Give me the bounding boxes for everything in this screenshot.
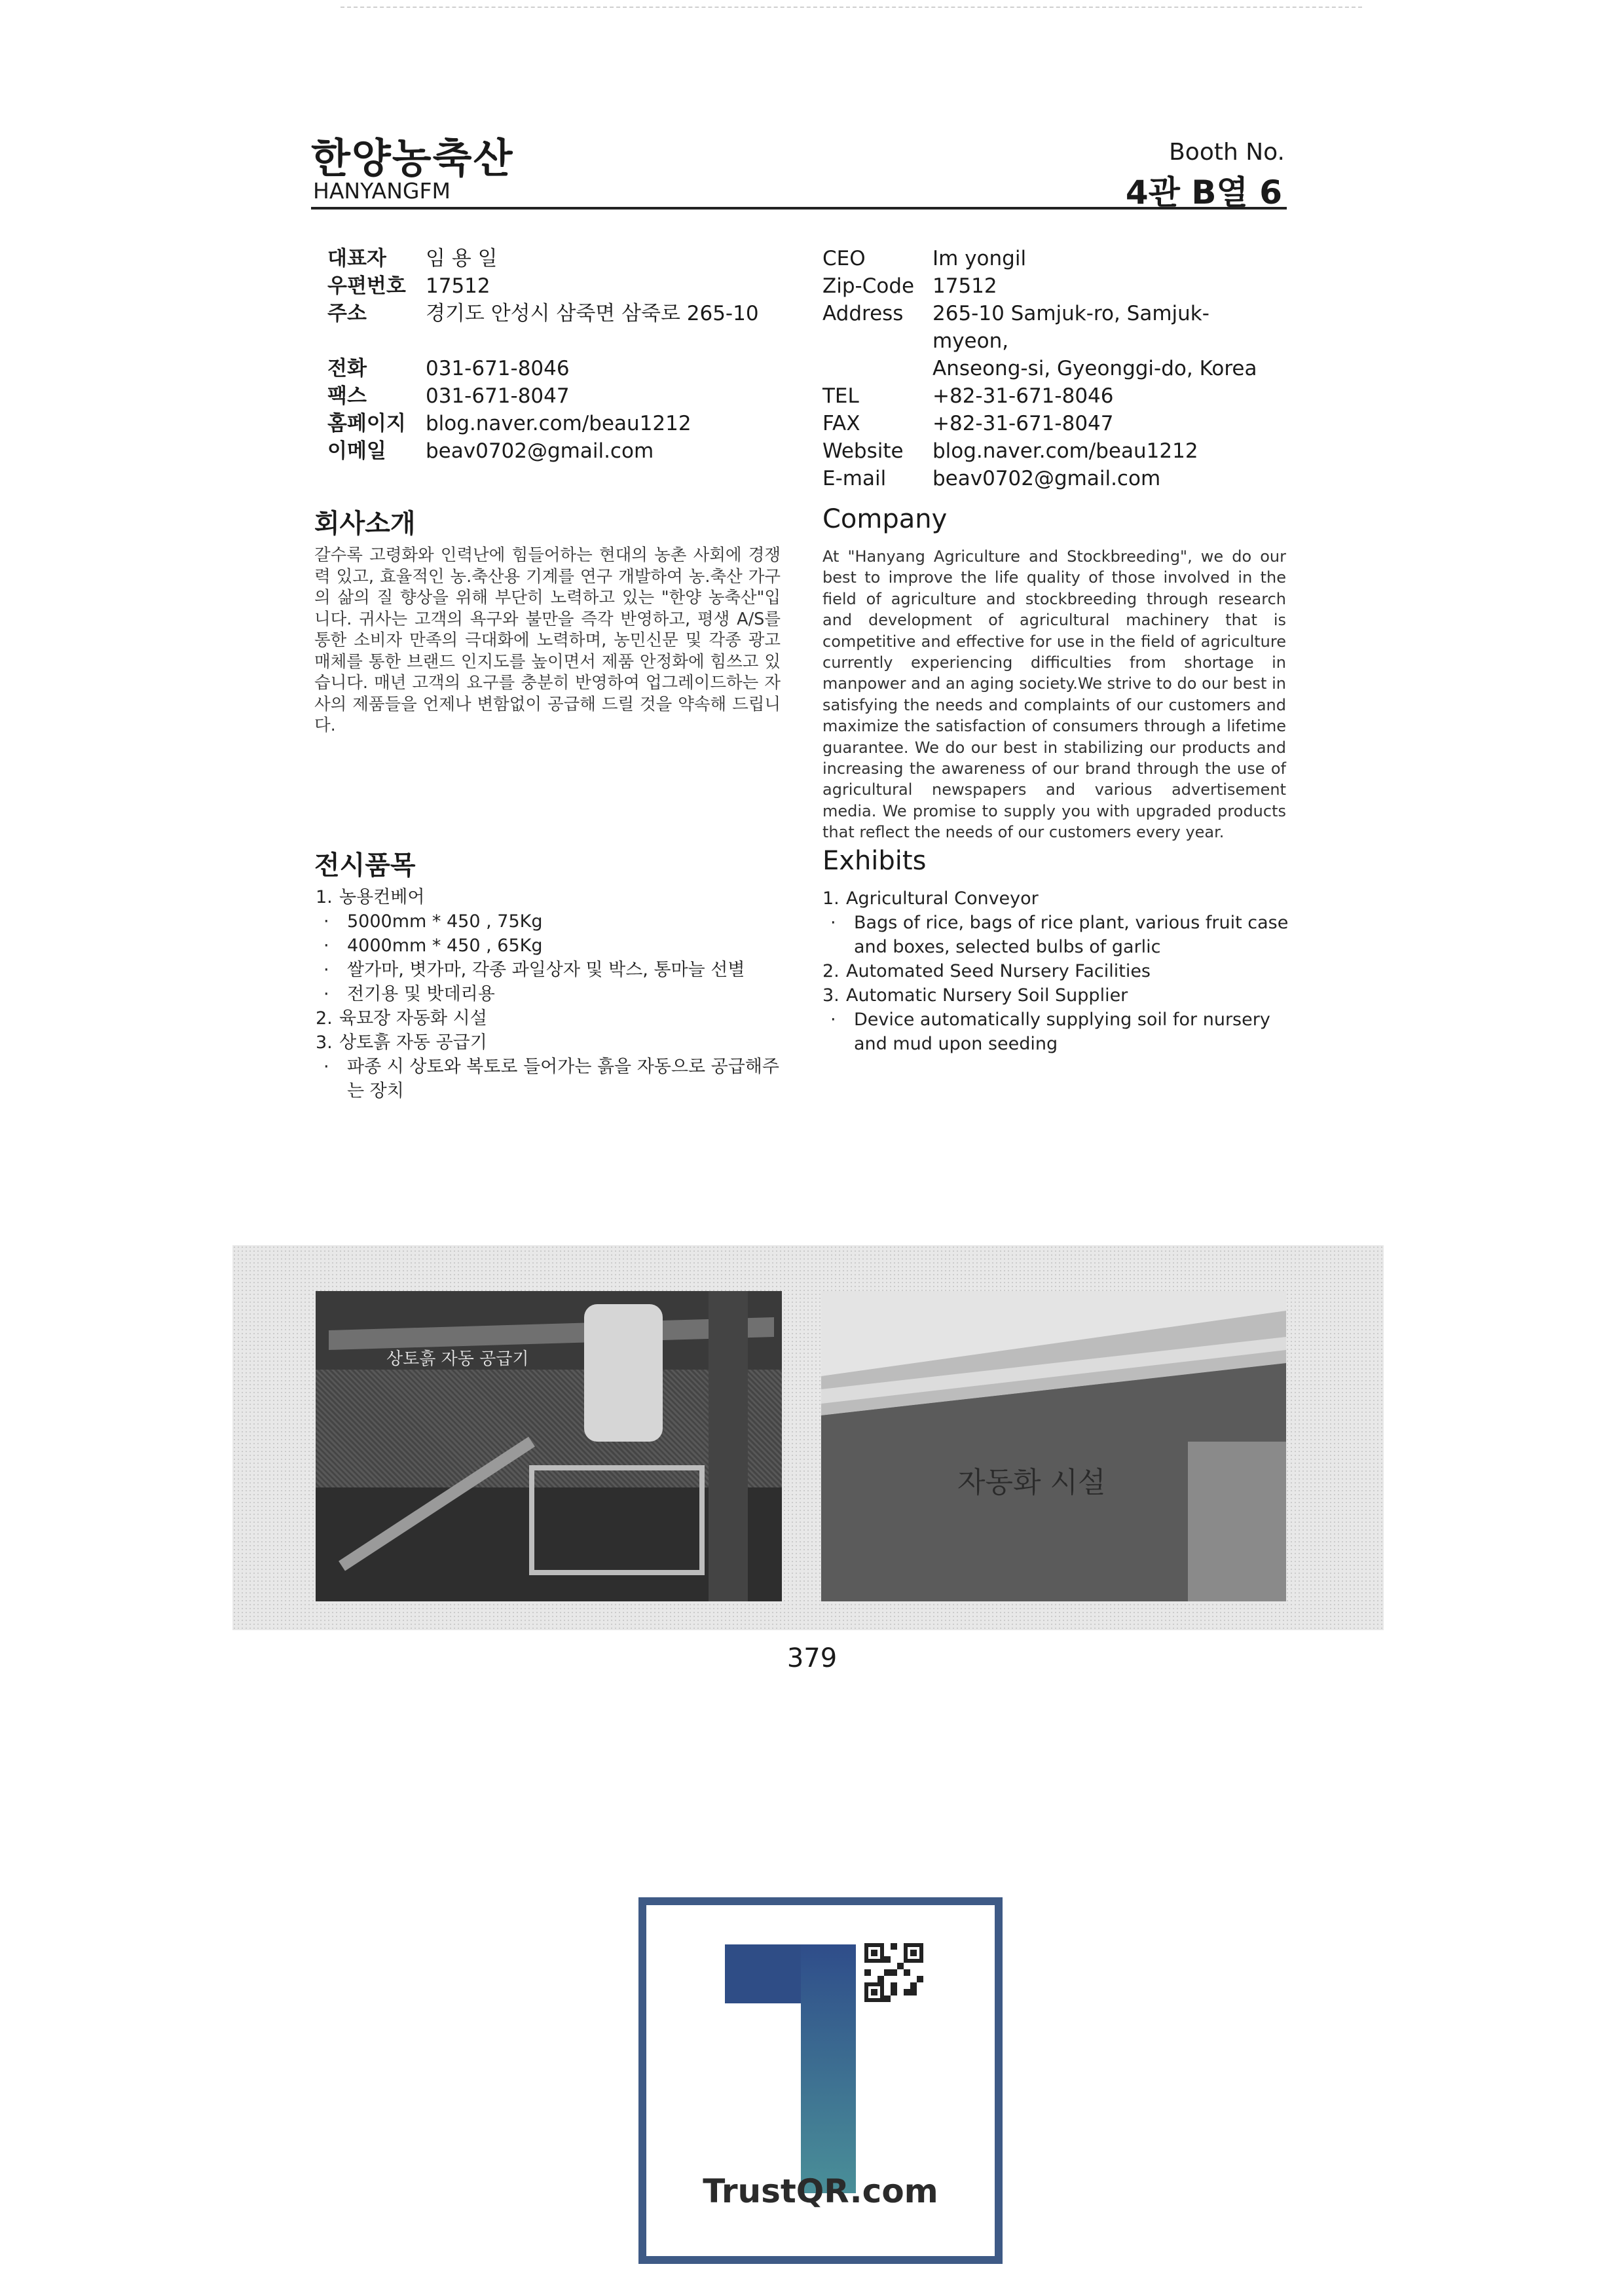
exhibits-heading-ko: 전시품목 (314, 850, 416, 881)
info-row-ceo: CEO Im yongil (822, 247, 1027, 270)
list-subitem: · 쌀가마, 볏가마, 각종 과일상자 및 박스, 통마늘 선별 (323, 960, 745, 980)
contact-info-ko (327, 245, 786, 465)
automation-facility-photo (821, 1291, 1286, 1601)
info-row-address: Address 265-10 Samjuk-ro, Samjuk-myeon, (822, 302, 1209, 353)
list-item: 3. 상토흙 자동 공급기 (316, 1032, 487, 1053)
exhibits-heading-en: Exhibits (822, 846, 927, 876)
company-title-ko: 한양농축산 (311, 134, 514, 182)
list-item: 3. Automatic Nursery Soil Supplier (822, 985, 1128, 1006)
photo-caption-soil-supplier: 상토흙 자동 공급기 (386, 1349, 529, 1369)
automation-facility-illustration (821, 1291, 1286, 1601)
info-row-email: 이메일 beav0702@gmail.com (327, 439, 654, 463)
company-heading-en: Company (822, 504, 948, 534)
info-row-fax: FAX +82-31-671-8047 (822, 412, 1114, 435)
soil-supplier-illustration (316, 1291, 782, 1601)
info-row-zip: 우편번호 17512 (327, 274, 490, 298)
info-row-address-cont: Anseong-si, Gyeonggi-do, Korea (932, 357, 1257, 380)
exhibits-list-ko (316, 885, 787, 1103)
contact-info-en (822, 245, 1281, 492)
page-number: 379 (786, 1643, 838, 1673)
list-subitem: · 전기용 및 밧데리용 (323, 984, 495, 1004)
info-row-email: E-mail beav0702@gmail.com (822, 467, 1161, 490)
header-divider (311, 207, 1287, 210)
booth-number: 4관 B열 6 (1125, 173, 1282, 211)
info-row-tel: 전화 031-671-8046 (327, 357, 570, 380)
info-row-tel: TEL +82-31-671-8046 (822, 384, 1114, 408)
list-subitem: · Bags of rice, bags of rice plant, various fruit case and boxes, selected bulbs of garlic (830, 913, 1289, 957)
qr-code-icon[interactable] (864, 1943, 923, 2002)
list-subitem: · 파종 시 상토와 복토로 들어가는 흙을 자동으로 공급해주는 장치 (323, 1057, 779, 1101)
company-title-en: HANYANGFM (313, 178, 451, 204)
list-item: 1. Agricultural Conveyor (822, 888, 1039, 909)
trustqr-brand-text[interactable]: TrustQR.com (703, 2172, 938, 2210)
list-subitem: · 4000mm * 450 , 65Kg (323, 936, 543, 956)
scan-artifact-line (341, 7, 1362, 8)
info-row-ceo: 대표자 임 용 일 (327, 247, 498, 270)
info-row-website: Website blog.naver.com/beau1212 (822, 439, 1198, 463)
company-heading-ko: 회사소개 (314, 509, 416, 539)
list-item: 2. 육묘장 자동화 시설 (316, 1008, 487, 1029)
company-description-ko: 갈수록 고령화와 인력난에 힘들어하는 현대의 농촌 사회에 경쟁력 있고, 효율적인 농.축산용 기계를 연구 개발하여 농.축산 가구의 삶의 질 향상을 위해 부단히 노력하고 있는 "한양 농축산"입니다. 귀사는 고객의 욕구와 불만을 즉각 반영하고, 평생 A/S를 통한 소비자 만족의 극대화에 노력하며, 농민신문 및 각종 광고 매체를 통한 브랜드 인지도를 높이면서 제품 안정화에 힘쓰고 있습니다. 매년 고객의 요구를 충분히 반영하여 업그레이드하는 자사의 제품들을 언제나 변함없이 공급해 드릴 것을 약속해 드립니다. (314, 545, 781, 735)
info-row-address: 주소 경기도 안성시 삼죽면 삼죽로 265-10 (327, 302, 759, 325)
info-spacer (327, 327, 786, 355)
info-row-zip: Zip-Code 17512 (822, 274, 997, 298)
list-item: 1. 농용컨베어 (316, 887, 425, 907)
info-row-fax: 팩스 031-671-8047 (327, 384, 570, 408)
exhibits-list-en (822, 886, 1289, 1056)
list-subitem: · 5000mm * 450 , 75Kg (323, 911, 543, 932)
soil-supplier-photo (316, 1291, 782, 1601)
list-subitem: · Device automatically supplying soil for nursery and mud upon seeding (830, 1010, 1270, 1054)
booth-label: Booth No. (1169, 139, 1285, 166)
info-row-website: 홈페이지 blog.naver.com/beau1212 (327, 412, 692, 435)
list-item: 2. Automated Seed Nursery Facilities (822, 961, 1151, 981)
company-description-en: At "Hanyang Agriculture and Stockbreeding", we do our best to improve the life quality of those involved in the field of agriculture and stockbreeding through research and development of agricultural machinery that is competitive and effective for use in the field of agriculture currently experiencing difficulties from shortage in manpower and an aging society.We strive to do our best in satisfying the needs and complaints of our customers and maximize the satisfaction of consumers through a lifetime guarantee. We do our best in stabilizing our products and increasing the awareness of our brand through the use of agricultural newspapers and various advertisement media. We promise to supply you with upgraded products that reflect the needs of our customers every year. (822, 547, 1286, 842)
photo-caption-automation: 자동화 시설 (957, 1466, 1106, 1499)
